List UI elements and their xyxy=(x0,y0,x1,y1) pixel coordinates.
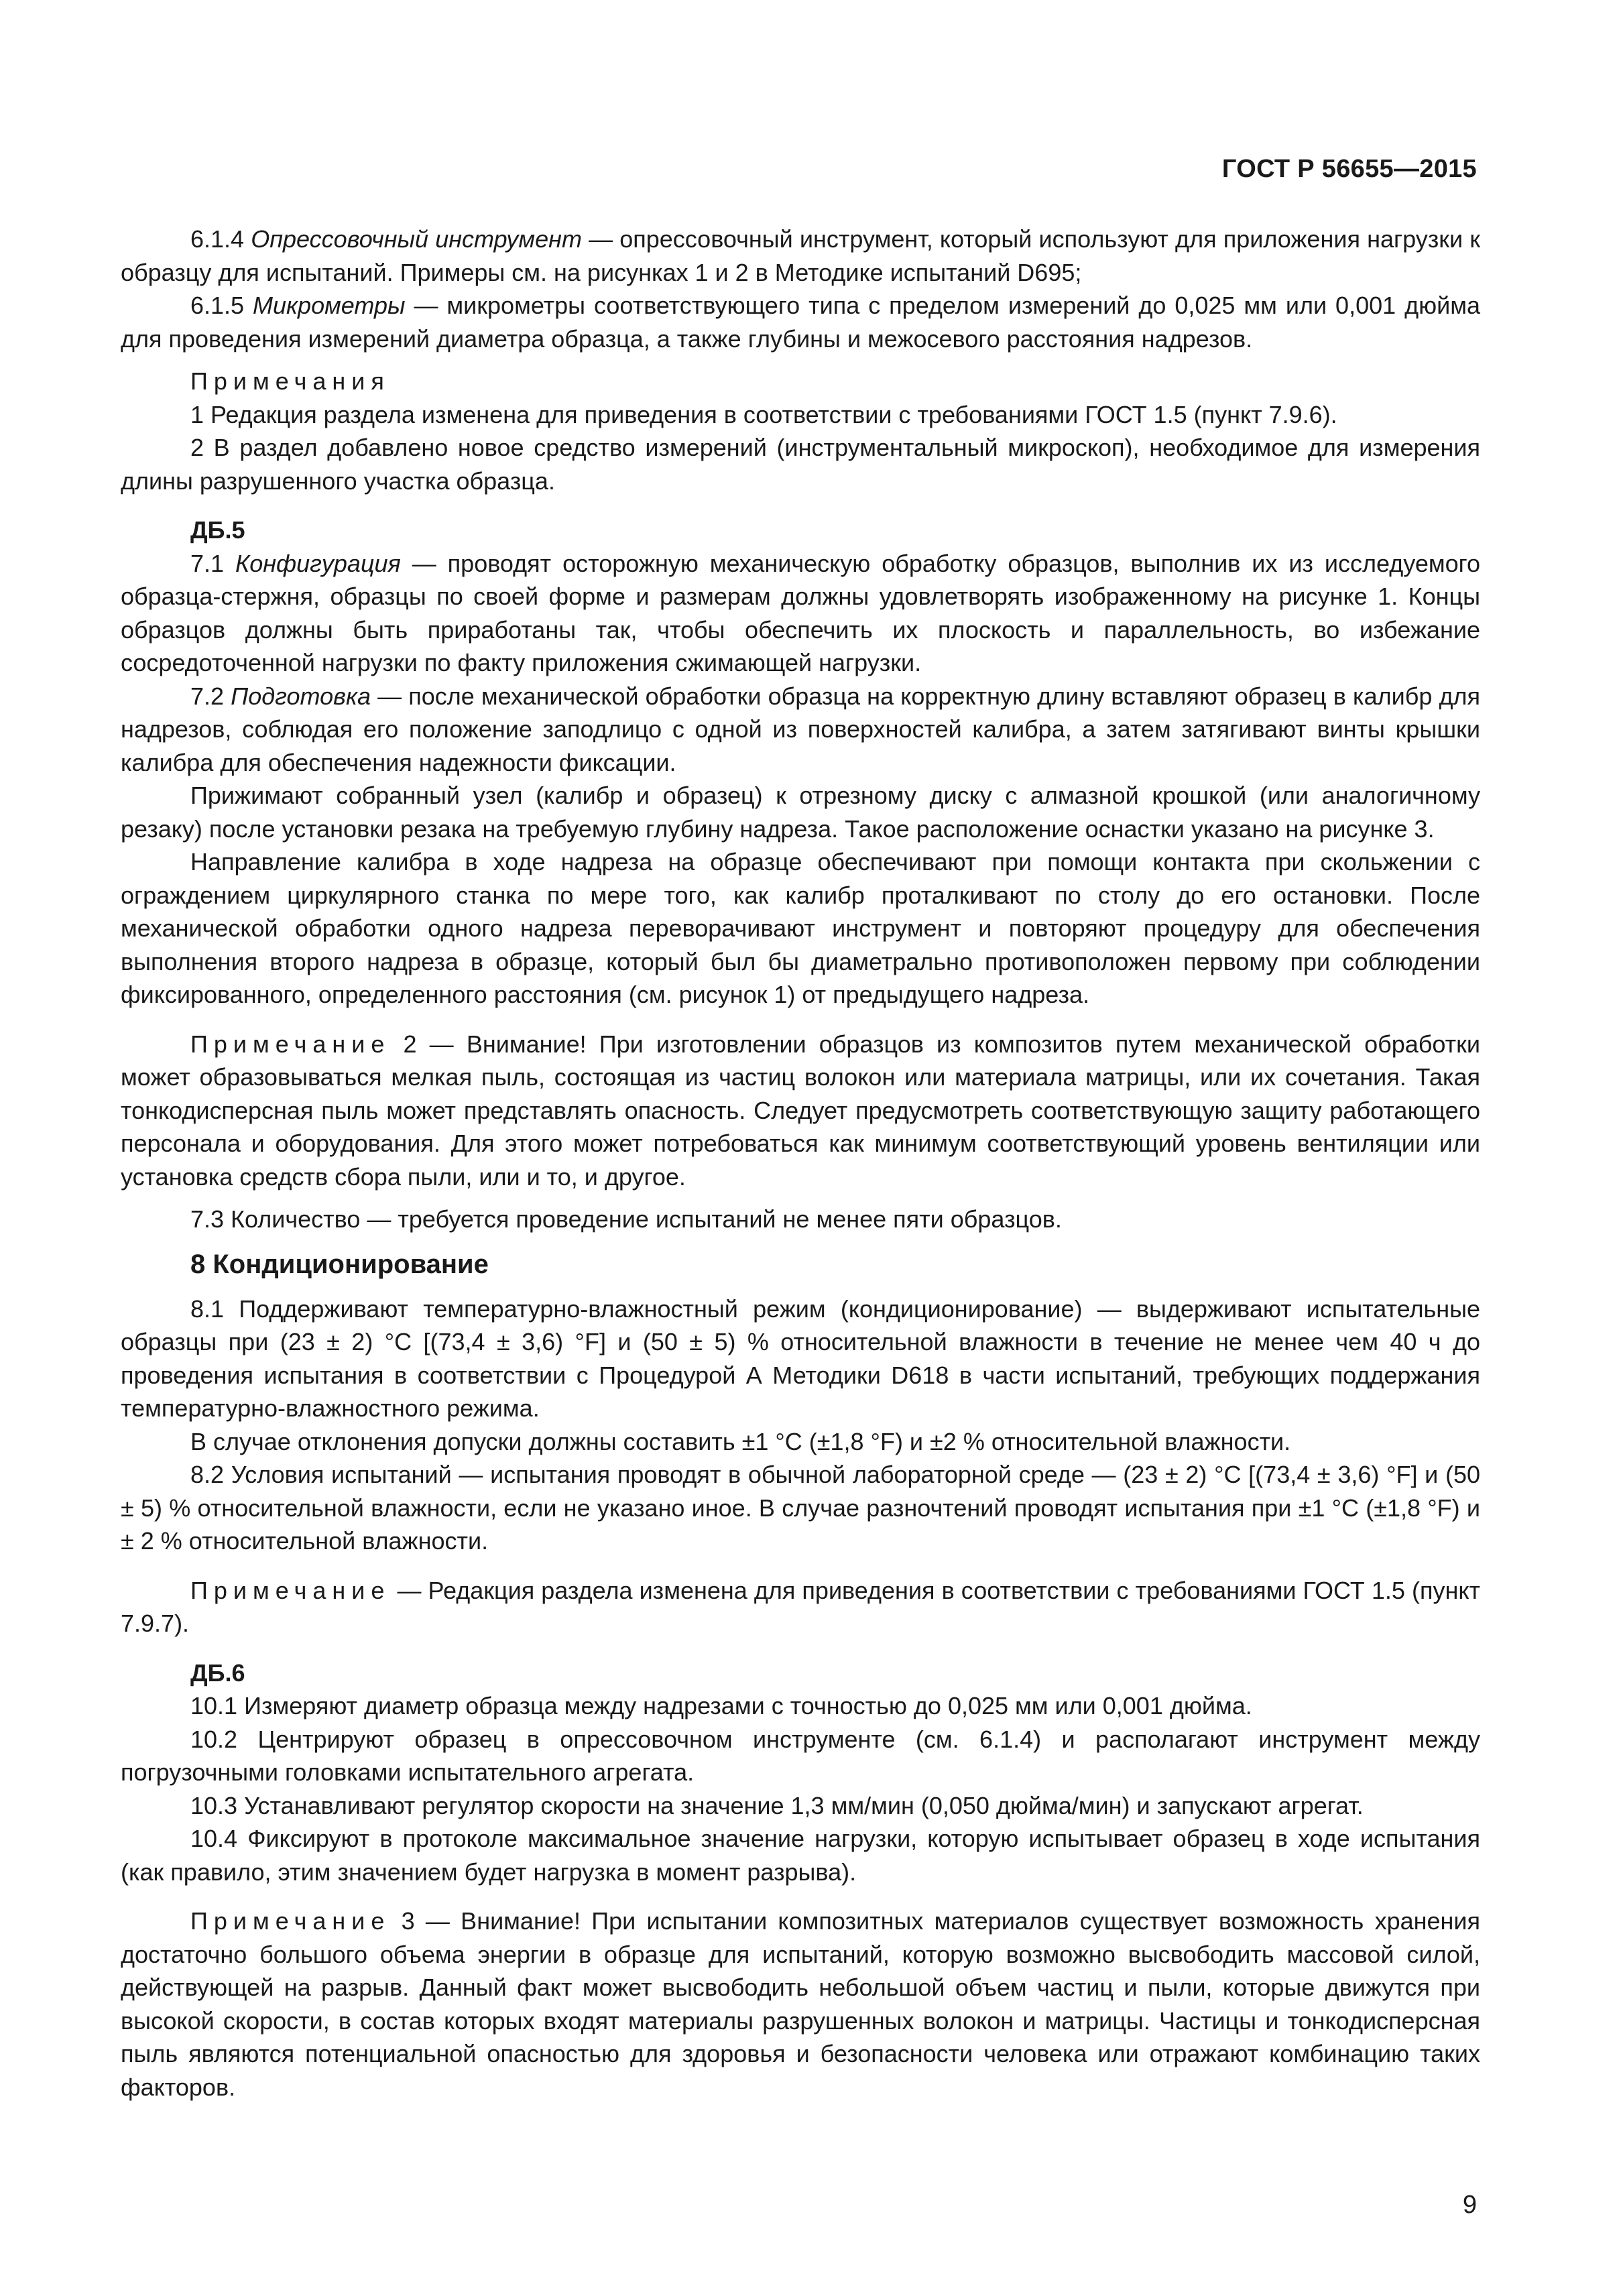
clause-10-3: 10.3 Устанавливают регулятор скорости на значение 1,3 мм/мин (0,050 дюйма/мин) и запускают агрегат. xyxy=(190,1791,1364,1819)
db6-label: ДБ.6 xyxy=(190,1658,245,1687)
section-8-title: 8 Кондиционирование xyxy=(190,1249,489,1279)
paragraph-direction: Направление калибра в ходе надреза на образце обеспечивают при помощи контакта при скольжении с ограждением циркулярного станка по мере того, как калибр проталкивают по столу до его остановки. После механической обработки одного надреза переворачивают инструмент и повторяют процедуру для обеспечения выполнения второго надреза в образце, который был бы диаметрально противоположен первому при соблюдении фиксированного, определенного расстояния (см. рисунок 1) от предыдущего надреза. xyxy=(121,848,1480,1008)
clause-6-1-4: 6.1.4 Опрессовочный инструмент — опрессовочный инструмент, который используют для приложения нагрузки к образцу для испытаний. Примеры см. на рисунках 1 и 2 в Методике испытаний D695; xyxy=(121,225,1480,286)
clause-8-2: 8.2 Условия испытаний — испытания проводят в обычной лабораторной среде — (23 ± 2) °C [(73,4 ± 3,6) °F] и (50 ± 5) % относительной влажности, если не указано иное. В случае разночтений проводят испытания при ±1 °C (±1,8 °F) и ± 2 % относительной влажности. xyxy=(121,1461,1480,1555)
clause-8-1: 8.1 Поддерживают температурно-влажностный режим (кондиционирование) — выдерживают испытательные образцы при (23 ± 2) °C [(73,4 ± 3,6) °F] и (50 ± 5) % относительной влажности в течение не менее чем 40 ч до проведения испытания в соответствии с Процедурой А Методики D618 в части испытаний, требующих поддержания температурно-влажностного режима. xyxy=(121,1294,1480,1422)
clause-7-3: 7.3 Количество — требуется проведение испытаний не менее пяти образцов. xyxy=(190,1205,1062,1233)
paragraph-press: Прижимают собранный узел (калибр и образец) к отрезному диску с алмазной крошкой (или аналогичному резаку) после установки резака на требуемую глубину надреза. Такое расположение оснастки указано на рисунке 3. xyxy=(121,782,1480,843)
clause-7-1: 7.1 Конфигурация — проводят осторожную механическую обработку образцов, выполнив их из исследуемого образца-стержня, образцы по своей форме и размерам должны удовлетворять изображенному на рисунке 1. Концы образцов должны быть приработаны так, чтобы обеспечить их плоскость и параллельность, во избежание сосредоточенной нагрузки по факту приложения сжимающей нагрузки. xyxy=(121,549,1480,676)
note-3-warning: Примечание 3 — Внимание! При испытании композитных материалов существует возможность хранения достаточно большого объема энергии в образце для испытаний, которую возможно высвободить массовой силой, действующей на разрыв. Данный факт может высвободить небольшой объем частиц и пыли, которые движутся при высокой скорости, в состав которых входят материалы разрушенных волокон и матрицы. Частицы и тонкодисперсная пыль являются потенциальной опасностью для здоровья и безопасности человека или отражают комбинацию таких факторов. xyxy=(121,1907,1480,2101)
clause-7-2: 7.2 Подготовка — после механической обработки образца на корректную длину вставляют образец в калибр для надрезов, соблюдая его положение заподлицо с одной из поверхностей калибра, а затем затягивают винты крышки калибра для обеспечения надежности фиксации. xyxy=(121,682,1480,776)
page-content xyxy=(121,223,1480,2104)
notes-heading: Примечания xyxy=(190,367,390,395)
note-2-warning: Примечание 2 — Внимание! При изготовлении образцов из композитов путем механической обработки может образовываться мелкая пыль, состоящая из частиц волокон или материала матрицы, или их сочетания. Такая тонкодисперсная пыль может представлять опасность. Следует предусмотреть соответствующую защиту работающего персонала и оборудования. Для этого может потребоваться как минимум соответствующий уровень вентиляции или установка средств сбора пыли, или и то, и другое. xyxy=(121,1030,1480,1191)
clause-10-2: 10.2 Центрируют образец в опрессовочном инструменте (см. 6.1.4) и располагают инструмент между погрузочными головками испытательного агрегата. xyxy=(121,1725,1480,1786)
db5-label: ДБ.5 xyxy=(190,516,245,544)
document-header: ГОСТ Р 56655—2015 xyxy=(1221,155,1477,183)
note-1: 1 Редакция раздела изменена для приведения в соответствии с требованиями ГОСТ 1.5 (пункт 7.9.6). xyxy=(190,400,1337,428)
note-section-8: Примечание — Редакция раздела изменена для приведения в соответствии с требованиями ГОСТ 1.5 (пункт 7.9.7). xyxy=(121,1576,1480,1637)
clause-6-1-5: 6.1.5 Микрометры — микрометры соответствующего типа с пределом измерений до 0,025 мм или 0,001 дюйма для проведения измерений диаметра образца, а также глубины и межосевого расстояния надрезов. xyxy=(121,292,1480,353)
clause-10-1: 10.1 Измеряют диаметр образца между надрезами с точностью до 0,025 мм или 0,001 дюйма. xyxy=(190,1692,1252,1719)
page-number: 9 xyxy=(1462,2191,1477,2219)
paragraph-deviation: В случае отклонения допуски должны составить ±1 °C (±1,8 °F) и ±2 % относительной влажности. xyxy=(190,1427,1291,1455)
clause-10-4: 10.4 Фиксируют в протоколе максимальное значение нагрузки, которую испытывает образец в ходе испытания (как правило, этим значением будет нагрузка в момент разрыва). xyxy=(121,1825,1480,1886)
note-2: 2 В раздел добавлено новое средство измерений (инструментальный микроскоп), необходимое для измерения длины разрушенного участка образца. xyxy=(121,434,1480,495)
